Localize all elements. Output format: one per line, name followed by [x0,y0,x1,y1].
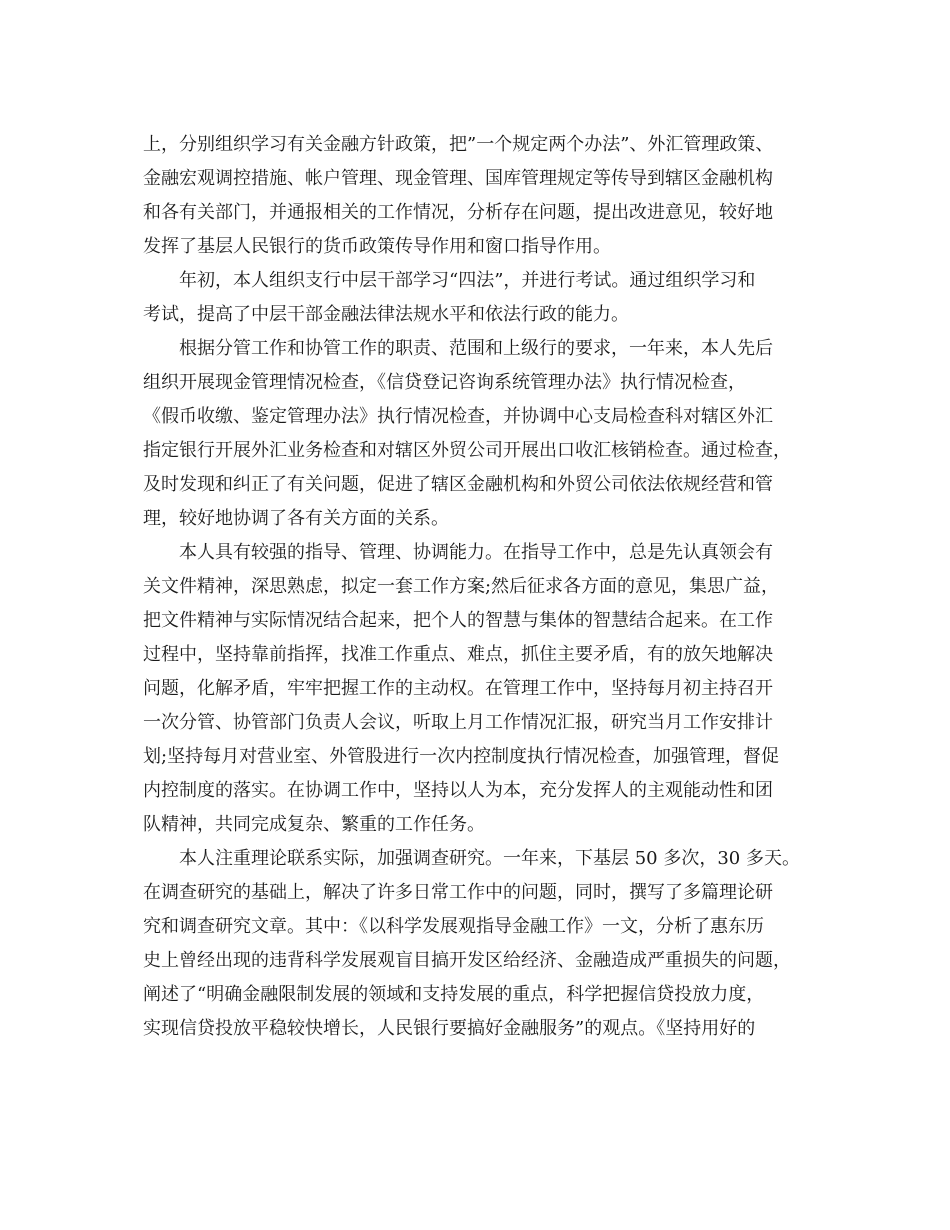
text-line: 问题，化解矛盾，牢牢把握工作的主动权。在管理工作中，坚持每月初主持召开 [143,678,773,699]
text-line: 内控制度的落实。在协调工作中，坚持以人为本，充分发挥人的主观能动性和团 [143,780,773,801]
text-line: 过程中，坚持靠前指挥，找准工作重点、难点，抓住主要矛盾，有的放矢地解决 [143,644,773,665]
text-line: 实现信贷投放平稳较快增长，人民银行要搞好金融服务”的观点。《坚持用好的 [143,1018,756,1039]
text-line: 组织开展现金管理情况检查，《信贷登记咨询系统管理办法》执行情况检查， [143,372,746,393]
text-line: 关文件精神，深思熟虑，拟定一套工作方案;然后征求各方面的意见，集思广益， [143,576,780,597]
text-line: 究和调查研究文章。其中：《以科学发展观指导金融工作》一文，分析了惠东历 [143,916,764,937]
text-line: 划;坚持每月对营业室、外管股进行一次内控制度执行情况检查，加强管理，督促 [143,746,780,767]
text-line: 队精神，共同完成复杂、繁重的工作任务。 [143,814,485,835]
text-line: 发挥了基层人民银行的货币政策传导作用和窗口指导作用。 [143,236,611,257]
text-line: 根据分管工作和协管工作的职责、范围和上级行的要求，一年来，本人先后 [179,338,773,359]
document-body [143,128,811,1046]
text-line: 在调查研究的基础上，解决了许多日常工作中的问题，同时，撰写了多篇理论研 [143,882,773,903]
text-line: 和各有关部门，并通报相关的工作情况，分析存在问题，提出改进意见，较好地 [143,202,773,223]
text-line: 一次分管、协管部门负责人会议，听取上月工作情况汇报，研究当月工作安排计 [143,712,773,733]
text-line: 把文件精神与实际情况结合起来，把个人的智慧与集体的智慧结合起来。在工作 [143,610,773,631]
text-line: 年初，本人组织支行中层干部学习“四法”，并进行考试。通过组织学习和 [179,270,756,291]
text-line: 金融宏观调控措施、帐户管理、现金管理、国库管理规定等传导到辖区金融机构 [143,168,773,189]
text-line: 史上曾经出现的违背科学发展观盲目搞开发区给经济、金融造成严重损失的问题， [143,950,791,971]
text-line: 理，较好地协调了各有关方面的关系。 [143,508,449,529]
text-line: 《假币收缴、鉴定管理办法》执行情况检查，并协调中心支局检查科对辖区外汇 [143,406,773,427]
text-line: 本人具有较强的指导、管理、协调能力。在指导工作中，总是先认真领会有 [179,542,773,563]
text-line: 上，分别组织学习有关金融方针政策，把”一个规定两个办法”、外汇管理政策、 [143,134,774,155]
text-line: 本人注重理论联系实际，加强调查研究。一年来，下基层 50 多次，30 多天。 [179,848,800,869]
text-line: 及时发现和纠正了有关问题，促进了辖区金融机构和外贸公司依法依规经营和管 [143,474,773,495]
text-line: 阐述了“明确金融限制发展的领域和支持发展的重点，科学把握信贷投放力度， [143,984,765,1005]
text-line: 指定银行开展外汇业务检查和对辖区外贸公司开展出口收汇核销检查。通过检查， [143,440,791,461]
text-line: 考试，提高了中层干部金融法律法规水平和依法行政的能力。 [143,304,629,325]
